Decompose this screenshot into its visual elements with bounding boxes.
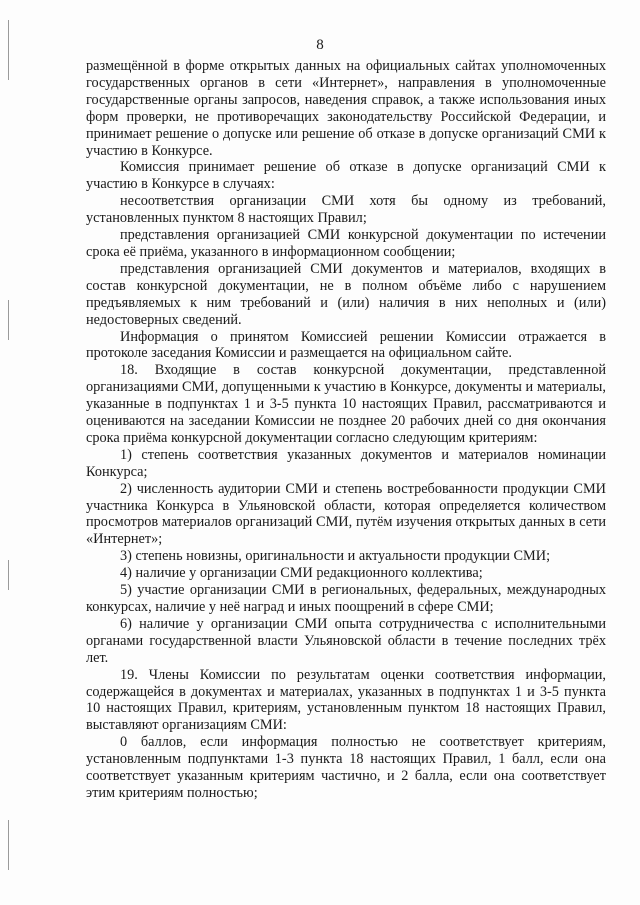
paragraph: размещённой в форме открытых данных на официальных сайтах уполномоченных государственных органов в сети «Интернет», направления в уполномоченные государственные органы запросов, наведения справок, а также использования иных форм проверки, не противоречащих законодательству Российской Федерации, и принимает решение о допуске или решение об отказе в допуске организаций СМИ к участию в Конкурсе.: [86, 58, 606, 159]
paragraph: 1) степень соответствия указанных документов и материалов номинации Конкурса;: [86, 446, 606, 480]
document-body: [86, 58, 606, 802]
paragraph: Информация о принятом Комиссией решении Комиссии отражается в протоколе заседания Комиссии и размещается на официальном сайте.: [86, 328, 606, 362]
paragraph: 6) наличие у организации СМИ опыта сотрудничества с исполнительными органами государственной власти Ульяновской области в течение последних трёх лет.: [86, 615, 606, 666]
paragraph: 2) численность аудитории СМИ и степень востребованности продукции СМИ участника Конкурса в Ульяновской области, которая определяется количеством просмотров материалов организаций СМИ, путём изучения открытых данных в сети «Интернет»;: [86, 480, 606, 548]
paragraph: несоответствия организации СМИ хотя бы одному из требований, установленных пунктом 8 настоящих Правил;: [86, 193, 606, 227]
paragraph: представления организацией СМИ конкурсной документации по истечении срока её приёма, указанного в информационном сообщении;: [86, 227, 606, 260]
paragraph: 19. Члены Комиссии по результатам оценки соответствия информации, содержащейся в документах и материалах, указанных в подпунктах 1 и 3-5 пункта 10 настоящих Правил, критериям, установленным пунктом 18 настоящих Правил, выставляют организациям СМИ:: [86, 666, 606, 734]
scan-edge-mark: [8, 300, 9, 340]
paragraph: 5) участие организации СМИ в региональных, федеральных, международных конкурсах, наличие у неё наград и иных поощрений в сфере СМИ;: [86, 582, 606, 615]
scan-edge-mark: [8, 560, 9, 590]
paragraph: 4) наличие у организации СМИ редакционного коллектива;: [120, 565, 483, 582]
paragraph: 0 баллов, если информация полностью не соответствует критериям, установленным подпунктами 1-3 пункта 18 настоящих Правил, 1 балл, если она соответствует указанным критериям частично, и 2 балла, если она соответствует этим критериям полностью;: [86, 734, 606, 801]
paragraph: представления организацией СМИ документов и материалов, входящих в состав конкурсной документации, не в полном объёме либо с нарушением предъявляемых к ним требований и (или) наличия в них неполных и (или) недостоверных сведений.: [86, 260, 606, 328]
paragraph: Комиссия принимает решение об отказе в допуске организаций СМИ к участию в Конкурсе в случаях:: [86, 159, 606, 193]
scan-edge-mark: [8, 820, 9, 870]
page-number: 8: [316, 37, 324, 53]
paragraph: 3) степень новизны, оригинальности и актуальности продукции СМИ;: [120, 548, 551, 565]
paragraph: 18. Входящие в состав конкурсной документации, представленной организациями СМИ, допущенными к участию в Конкурсе, документы и материалы, указанные в подпунктах 1 и 3-5 пункта 10 настоящих Правил, рассматриваются и оцениваются на заседании Комиссии не позднее 20 рабочих дней со дня окончания срока приёма конкурсной документации согласно следующим критериям:: [86, 362, 606, 446]
